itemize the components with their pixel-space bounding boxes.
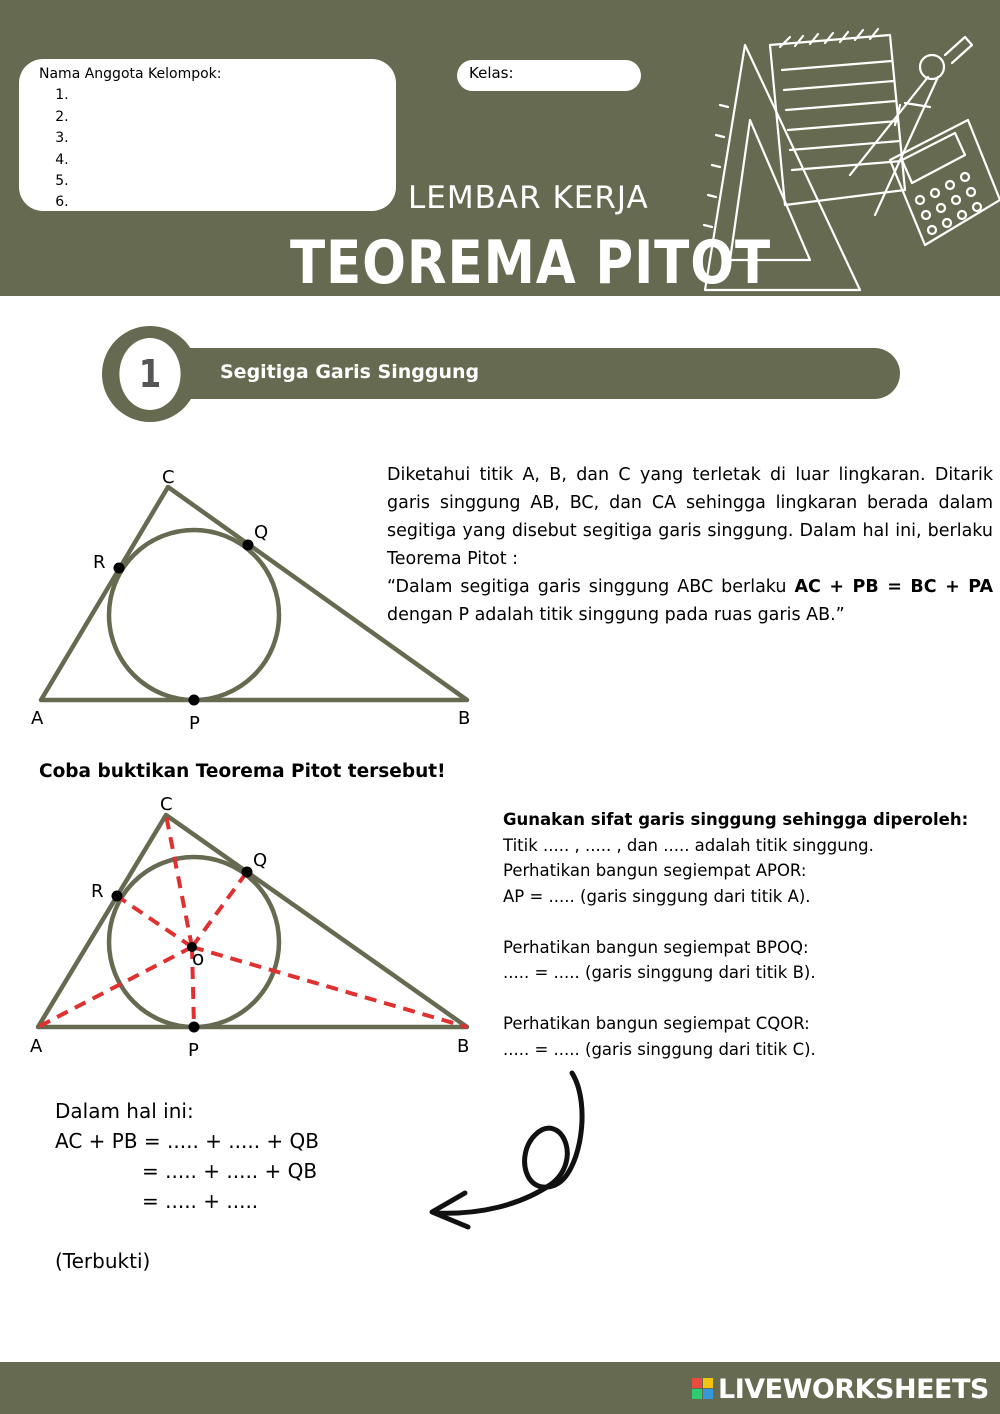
step-line-4: Perhatikan bangun segiempat BPOQ: bbox=[503, 937, 809, 957]
section-number: 1 bbox=[119, 338, 180, 410]
curly-arrow-icon bbox=[420, 1065, 600, 1235]
proof-intro: Dalam hal ini: bbox=[55, 1099, 194, 1123]
class-field[interactable] bbox=[457, 60, 641, 91]
point-r bbox=[114, 563, 125, 574]
section-title: Segitiga Garis Singgung bbox=[220, 361, 480, 383]
member-5[interactable] bbox=[73, 171, 396, 192]
proof-line-1[interactable]: AC + PB = ..... + ..... + QB bbox=[55, 1129, 320, 1153]
liveworksheets-cube-icon bbox=[692, 1378, 714, 1400]
group-members-list bbox=[39, 85, 396, 213]
liveworksheets-logo[interactable] bbox=[692, 1374, 989, 1405]
proof-conclusion: (Terbukti) bbox=[55, 1249, 151, 1273]
step-line-2: Perhatikan bangun segiempat APOR: bbox=[503, 861, 807, 880]
label-c-2: C bbox=[160, 794, 173, 815]
point-p-2 bbox=[189, 1022, 200, 1033]
label-q-2: Q bbox=[253, 850, 268, 871]
pitot-statement bbox=[387, 573, 993, 629]
class-label: Kelas: bbox=[469, 64, 514, 82]
point-q bbox=[243, 540, 254, 551]
point-q-2 bbox=[242, 867, 253, 878]
stationery-illustration-icon bbox=[700, 25, 1000, 295]
proof-line-2[interactable]: = ..... + ..... + QB bbox=[142, 1159, 318, 1183]
intro-text bbox=[387, 461, 993, 629]
step-spacer-2 bbox=[503, 986, 973, 1012]
label-p: P bbox=[189, 713, 200, 734]
label-r: R bbox=[93, 552, 106, 573]
member-2[interactable] bbox=[73, 107, 396, 128]
point-p bbox=[189, 695, 200, 706]
worksheet-subtitle: LEMBAR KERJA bbox=[408, 180, 649, 216]
step-line-7[interactable]: ..... = ..... (garis singgung dari titik C). bbox=[503, 1039, 816, 1059]
intro-paragraph: Diketahui titik A, B, dan C yang terletak di luar lingkaran. Ditarik garis singgung AB, BC, dan CA sehingga lingkaran berada dalam segitiga yang disebut segitiga garis singgung. Dalam hal ini, berlaku Teorema Pitot : bbox=[387, 465, 993, 569]
label-o: o bbox=[192, 946, 205, 970]
step-line-6: Perhatikan bangun segiempat CQOR: bbox=[503, 1014, 810, 1033]
segment-oq bbox=[192, 872, 247, 947]
proof-steps bbox=[503, 807, 973, 1062]
point-r-2 bbox=[112, 891, 123, 902]
proof-spacer bbox=[55, 1216, 319, 1246]
steps-heading: Gunakan sifat garis singgung sehingga diperoleh: bbox=[503, 810, 969, 829]
step-line-5[interactable]: ..... = ..... (garis singgung dari titik B). bbox=[503, 963, 816, 982]
quote-pre: “Dalam segitiga garis singgung ABC berlaku bbox=[387, 577, 795, 597]
proof-block bbox=[55, 1096, 319, 1276]
member-1[interactable] bbox=[73, 85, 396, 106]
group-members-label: Nama Anggota Kelompok: bbox=[39, 66, 222, 82]
label-r-2: R bbox=[91, 881, 104, 902]
step-line-3[interactable]: AP = ..... (garis singgung dari titik A). bbox=[503, 886, 811, 906]
quote-post: dengan P adalah titik singgung pada ruas garis AB.” bbox=[387, 605, 845, 625]
liveworksheets-brand: LIVEWORKSHEETS bbox=[718, 1374, 989, 1405]
header-banner bbox=[0, 0, 1000, 296]
group-members-box[interactable] bbox=[19, 59, 396, 211]
segment-oc bbox=[166, 815, 192, 947]
incircle bbox=[109, 530, 279, 700]
worksheet-title: TEOREMA PITOT bbox=[290, 228, 772, 298]
proof-line-3[interactable]: = ..... + ..... bbox=[142, 1189, 259, 1213]
member-3[interactable] bbox=[73, 128, 396, 149]
section-number-badge bbox=[102, 326, 198, 422]
segment-or bbox=[117, 896, 192, 947]
label-q: Q bbox=[254, 522, 269, 543]
member-6[interactable] bbox=[73, 192, 396, 213]
step-spacer-1 bbox=[503, 909, 973, 935]
member-4[interactable] bbox=[73, 150, 396, 171]
step-line-1[interactable]: Titik ..... , ..... , dan ..... adalah titik singgung. bbox=[503, 835, 874, 855]
label-a-2: A bbox=[30, 1036, 43, 1057]
label-p-2: P bbox=[188, 1040, 199, 1061]
prove-heading: Coba buktikan Teorema Pitot tersebut! bbox=[39, 761, 446, 782]
label-c: C bbox=[162, 467, 175, 488]
proof-figure bbox=[25, 790, 495, 1070]
label-a: A bbox=[31, 708, 44, 729]
label-b: B bbox=[458, 708, 471, 729]
label-b-2: B bbox=[457, 1036, 470, 1057]
pitot-formula: AC + PB = BC + PA bbox=[794, 577, 994, 597]
